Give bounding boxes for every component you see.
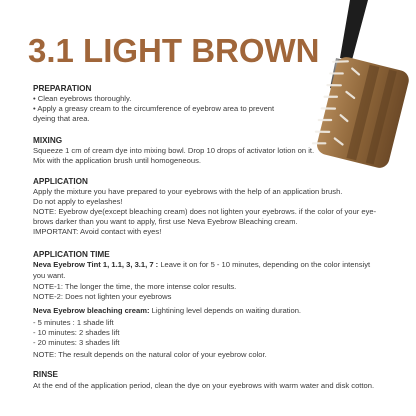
tint-duration-line (33, 260, 370, 270)
application-line: Do not apply to eyelashes! (33, 197, 123, 206)
application-line: IMPORTANT: Avoid contact with eyes! (33, 227, 162, 236)
mixing-line: Mix with the application brush until homogeneous. (33, 156, 202, 165)
application-line: brows darker than you want to apply, first use Neva Eyebrow Bleaching cream. (33, 217, 298, 226)
bleaching-line (33, 306, 301, 316)
application-time-note: NOTE: The result depends on the natural color of your eyebrow color. (33, 350, 267, 359)
tint-products-label: Neva Eyebrow Tint 1, 1.1, 3, 3.1, 7 : (33, 260, 159, 269)
shade-lift-item: - 20 minutes: 3 shades lift (33, 338, 120, 347)
application-line: NOTE: Eyebrow dye(except bleaching cream) does not lighten your eyebrows. if the color of your eye- (33, 207, 377, 216)
preparation-line: • Apply a greasy cream to the circumference of eyebrow area to prevent (33, 104, 275, 113)
application-time-heading: APPLICATION TIME (33, 250, 110, 259)
bleaching-cream-label: Neva Eyebrow bleaching cream: (33, 306, 150, 315)
tint-duration-text: Leave it on for 5 - 10 minutes, depending on the color intensiyt (158, 260, 371, 269)
application-heading: APPLICATION (33, 177, 88, 186)
shade-lift-item: - 5 minutes : 1 shade lift (33, 318, 114, 327)
page-title: 3.1 LIGHT BROWN (28, 32, 320, 69)
preparation-line: • Clean eyebrows thoroughly. (33, 94, 132, 103)
mixing-line: Squeeze 1 cm of cream dye into mixing bowl. Drop 10 drops of activator lotion on it. (33, 146, 315, 155)
dye-brush-image (300, 0, 416, 170)
preparation-heading: PREPARATION (33, 84, 92, 93)
application-line: Apply the mixture you have prepared to your eyebrows with the help of an application brush. (33, 187, 343, 196)
rinse-heading: RINSE (33, 370, 59, 379)
application-time-line: NOTE-1: The longer the time, the more intense color results. (33, 282, 237, 291)
rinse-line: At the end of the application period, clean the dye on your eyebrows with warm water and disk cotton. (33, 381, 375, 390)
preparation-line: dyeing that area. (33, 114, 90, 123)
bleaching-text: Lightining level depends on waiting duration. (149, 306, 302, 315)
mixing-heading: MIXING (33, 136, 63, 145)
application-time-line: you want. (33, 271, 66, 280)
application-time-line: NOTE-2: Does not lighten your eyebrows (33, 292, 172, 301)
shade-lift-item: - 10 minutes: 2 shades lift (33, 328, 120, 337)
